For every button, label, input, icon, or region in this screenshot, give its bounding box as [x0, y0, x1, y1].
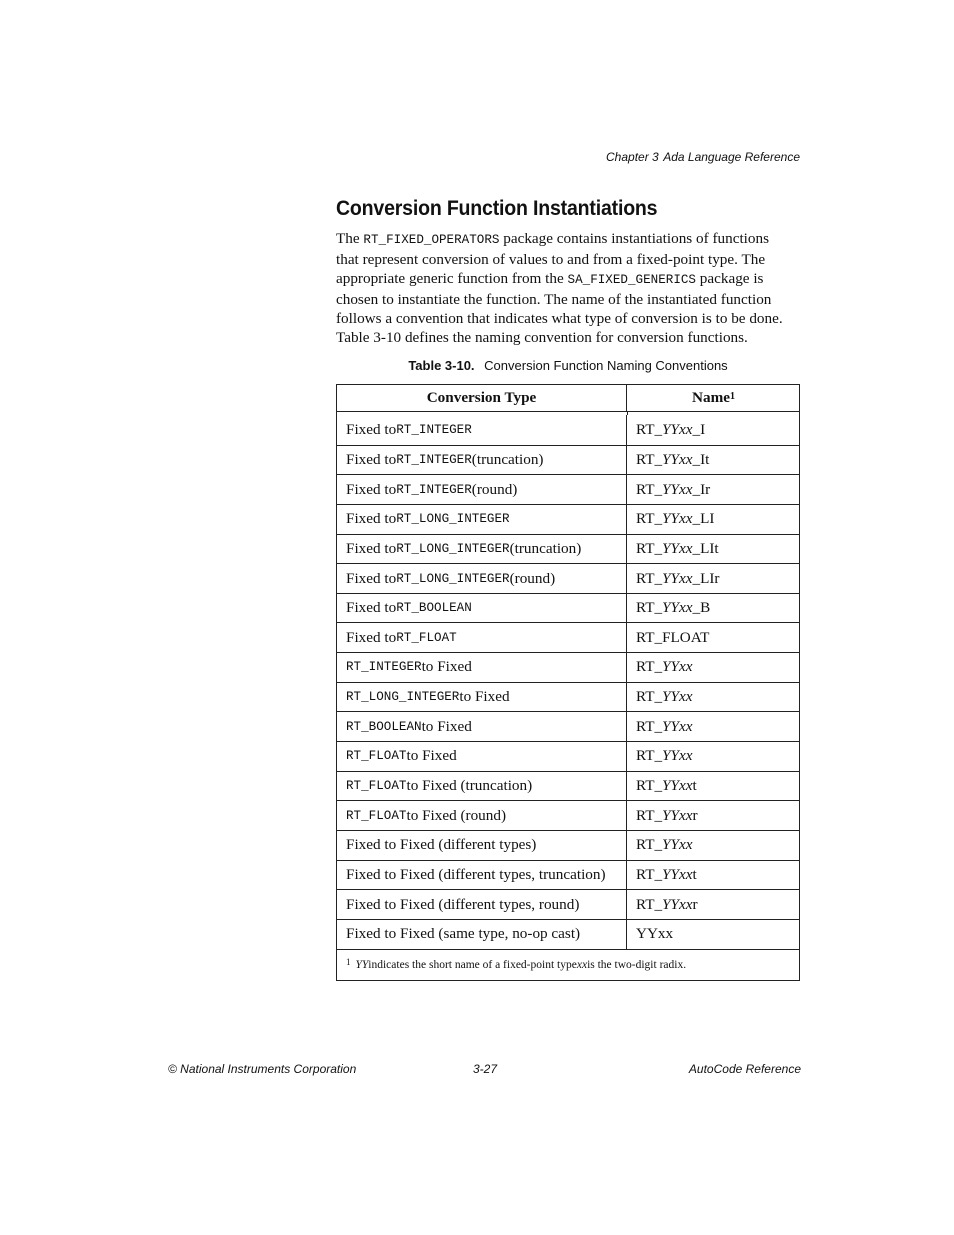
table-row	[337, 474, 799, 504]
code-term: RT_BOOLEAN	[396, 601, 472, 616]
text-run: RT_	[636, 895, 663, 913]
conversion-type-cell	[337, 831, 627, 860]
text-run: to Fixed (truncation)	[406, 777, 533, 794]
text-run: to Fixed	[459, 688, 510, 706]
table-row	[337, 771, 799, 801]
body-line	[336, 290, 806, 309]
text-run: RT_	[636, 599, 663, 617]
table-row	[337, 652, 799, 682]
function-name-cell	[627, 415, 799, 445]
italic-term: YYxx	[662, 806, 693, 824]
text-run: r	[692, 895, 698, 913]
italic-term: YYxx	[662, 569, 693, 587]
table-row	[337, 830, 799, 860]
header-name	[627, 385, 799, 411]
function-name-cell	[627, 446, 799, 475]
text-run: RT_	[636, 539, 663, 557]
body-line	[336, 269, 806, 290]
italic-term: YY	[355, 958, 369, 971]
code-term: RT_LONG_INTEGER	[396, 571, 510, 586]
code-term: RT_FLOAT	[396, 630, 457, 645]
function-name-cell	[627, 623, 799, 652]
table-row	[337, 889, 799, 919]
italic-term: YYxx	[662, 450, 693, 468]
text-run: appropriate generic function from the	[336, 270, 568, 287]
text-run: (round)	[509, 569, 556, 587]
text-run: Fixed to Fixed (same type, no-op cast)	[346, 925, 581, 943]
function-name-cell	[627, 801, 799, 830]
conversion-type-cell	[337, 475, 627, 504]
function-name-cell	[627, 772, 799, 801]
footer-book-title: AutoCode Reference	[688, 1062, 801, 1076]
body-line	[336, 250, 806, 269]
table-header-row	[337, 385, 799, 412]
function-name-cell	[627, 475, 799, 504]
text-run: RT_	[636, 836, 663, 854]
code-term: RT_FLOAT	[346, 749, 407, 764]
conversion-type-cell	[337, 712, 627, 741]
text-run: Fixed to Fixed (different types, round)	[346, 895, 580, 913]
header-name-label: Name	[692, 389, 730, 406]
function-name-cell	[627, 742, 799, 771]
text-run: Fixed to	[346, 480, 397, 498]
conversion-type-cell	[337, 594, 627, 623]
text-run: _I	[692, 420, 706, 438]
table-row	[337, 534, 799, 564]
table-body	[337, 415, 799, 949]
text-run: to Fixed	[421, 658, 472, 676]
italic-term: YYxx	[662, 865, 693, 883]
text-run: t	[692, 865, 697, 883]
table-caption-text: Conversion Function Naming Conventions	[484, 358, 728, 373]
italic-term: YYxx	[662, 836, 693, 854]
conversion-type-cell	[337, 742, 627, 771]
conversion-type-cell	[337, 772, 627, 801]
conversion-type-cell	[337, 920, 627, 949]
text-run: RT_	[636, 569, 663, 587]
table-row	[337, 415, 799, 445]
function-name-cell	[627, 594, 799, 623]
header-name-footnote-marker: 1	[730, 390, 735, 402]
text-run: to Fixed	[421, 717, 472, 735]
italic-term: YYxx	[662, 539, 693, 557]
conversion-type-cell	[337, 535, 627, 564]
text-run: Table 3-10 defines the naming convention for conversion functions.	[336, 329, 748, 346]
text-run: RT_	[636, 747, 663, 765]
conversion-naming-table	[336, 384, 800, 981]
text-run: _B	[692, 599, 711, 617]
table-footnote	[337, 949, 799, 980]
text-run: RT_	[636, 480, 663, 498]
table-caption	[336, 358, 800, 373]
body-line	[336, 229, 806, 250]
code-term: RT_INTEGER	[396, 452, 472, 467]
table-row	[337, 504, 799, 534]
text-run: package contains instantiations of functions	[499, 230, 769, 247]
text-run: _LI	[692, 510, 715, 528]
text-run: (truncation)	[509, 539, 582, 557]
text-run: RT_	[636, 658, 663, 676]
function-name-cell	[627, 564, 799, 593]
text-run: RT_	[636, 777, 663, 794]
table-row	[337, 860, 799, 890]
text-run: to Fixed (round)	[406, 806, 507, 824]
text-run: Fixed to	[346, 450, 397, 468]
text-run: _Ir	[692, 480, 711, 498]
text-run: Fixed to	[346, 569, 397, 587]
text-run: t	[692, 777, 697, 794]
body-line	[336, 328, 806, 347]
code-term: RT_INTEGER	[396, 482, 472, 497]
table-row	[337, 919, 799, 949]
text-run: _It	[692, 450, 710, 468]
code-term: RT_INTEGER	[396, 422, 472, 437]
table-row	[337, 711, 799, 741]
function-name-cell	[627, 831, 799, 860]
code-term: RT_FLOAT	[346, 779, 407, 793]
conversion-type-cell	[337, 861, 627, 890]
text-run: The	[336, 230, 364, 247]
italic-term: YYxx	[662, 717, 693, 735]
table-row	[337, 622, 799, 652]
text-run: RT_	[636, 510, 663, 528]
text-run: r	[692, 806, 698, 824]
code-term: RT_LONG_INTEGER	[396, 512, 510, 527]
function-name-cell	[627, 712, 799, 741]
text-run: RT_FLOAT	[636, 628, 710, 646]
italic-term: YYxx	[662, 599, 693, 617]
text-run: _LIt	[692, 539, 719, 557]
conversion-type-cell	[337, 505, 627, 534]
code-term: RT_FLOAT	[346, 808, 407, 823]
text-run: RT_	[636, 420, 663, 438]
text-run: chosen to instantiate the function. The name of the instantiated function	[336, 291, 772, 308]
table-row	[337, 800, 799, 830]
chapter-label: Chapter 3	[606, 150, 659, 164]
page-number: 3-27	[473, 1062, 498, 1076]
table-row	[337, 741, 799, 771]
footer-copyright: © National Instruments Corporation	[168, 1062, 357, 1076]
chapter-title: Ada Language Reference	[663, 150, 800, 164]
text-run: (round)	[471, 480, 518, 498]
text-run: Fixed to	[346, 628, 397, 646]
text-run: indicates the short name of a fixed-point type	[368, 958, 577, 971]
table-row	[337, 593, 799, 623]
italic-term: YYxx	[662, 777, 693, 794]
text-run: follows a convention that indicates what type of conversion is to be done.	[336, 310, 783, 327]
code-term: RT_FIXED_OPERATORS	[363, 233, 500, 247]
conversion-type-cell	[337, 890, 627, 919]
text-run: Fixed to Fixed (different types, truncation)	[346, 865, 606, 883]
italic-term: YYxx	[662, 510, 693, 528]
text-run: RT_	[636, 450, 663, 468]
header-conversion-type-label: Conversion Type	[426, 389, 537, 406]
text-run: Fixed to	[346, 539, 397, 557]
code-term: RT_BOOLEAN	[346, 719, 422, 734]
italic-term: YYxx	[662, 420, 693, 438]
italic-term: YYxx	[662, 747, 693, 765]
text-run: _LIr	[692, 569, 720, 587]
body-line	[336, 309, 806, 328]
code-term: RT_LONG_INTEGER	[346, 690, 460, 705]
text-run: Fixed to	[346, 599, 397, 617]
text-run: Fixed to Fixed (different types)	[346, 836, 537, 854]
table-row	[337, 563, 799, 593]
conversion-type-cell	[337, 683, 627, 712]
header-conversion-type	[337, 385, 627, 411]
conversion-type-cell	[337, 415, 627, 445]
section-title: Conversion Function Instantiations	[336, 197, 658, 220]
italic-term: YYxx	[662, 895, 693, 913]
function-name-cell	[627, 890, 799, 919]
table-row	[337, 682, 799, 712]
code-term: RT_INTEGER	[346, 660, 422, 675]
table-caption-label: Table 3-10.	[408, 358, 475, 373]
conversion-type-cell	[337, 446, 627, 475]
text-run: Fixed to	[346, 420, 397, 438]
text-run: RT_	[636, 717, 663, 735]
text-run: (truncation)	[471, 450, 544, 468]
function-name-cell	[627, 653, 799, 682]
footnote-marker: 1	[346, 956, 351, 967]
text-run: that represent conversion of values to and from a fixed-point type. The	[336, 251, 766, 268]
text-run: to Fixed	[406, 747, 457, 765]
italic-term: YYxx	[662, 480, 693, 498]
italic-term: YYxx	[662, 658, 693, 676]
conversion-type-cell	[337, 623, 627, 652]
function-name-cell	[627, 535, 799, 564]
function-name-cell	[627, 505, 799, 534]
italic-term: xx	[576, 958, 588, 971]
text-run: Fixed to	[346, 510, 397, 528]
text-run: is the two-digit radix.	[587, 958, 687, 971]
italic-term: YYxx	[662, 688, 693, 706]
text-run: package is	[696, 270, 764, 287]
text-run: RT_	[636, 865, 663, 883]
code-term: RT_LONG_INTEGER	[396, 541, 510, 556]
text-run: RT_	[636, 688, 663, 706]
text-run: RT_	[636, 806, 663, 824]
table-row	[337, 445, 799, 475]
conversion-type-cell	[337, 564, 627, 593]
function-name-cell	[627, 920, 799, 949]
function-name-cell	[627, 861, 799, 890]
function-name-cell	[627, 683, 799, 712]
body-paragraph	[336, 229, 806, 347]
text-run: YYxx	[636, 925, 674, 943]
conversion-type-cell	[337, 653, 627, 682]
conversion-type-cell	[337, 801, 627, 830]
code-term: SA_FIXED_GENERICS	[567, 273, 696, 287]
